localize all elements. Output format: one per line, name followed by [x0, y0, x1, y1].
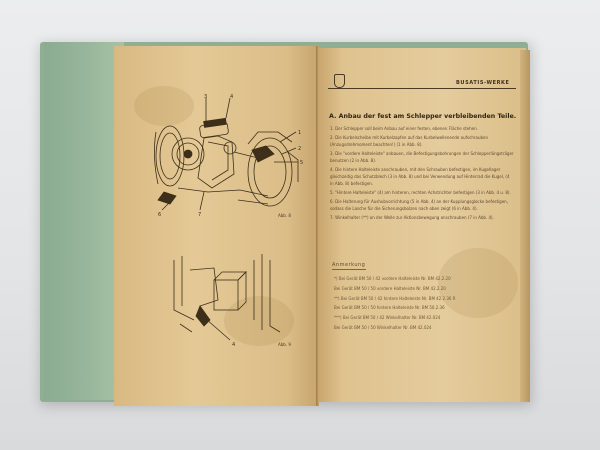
right-page [318, 48, 526, 402]
callout-label: 2 [298, 146, 302, 152]
callout-label: 4 [230, 94, 234, 100]
figure-caption: Abb. 9 [278, 342, 291, 347]
header-rule [328, 88, 516, 89]
list-item: **) Bei Gerät BM 50 / 42 hintere Halteleiste Nr. BM 42.2.36 R [334, 295, 456, 301]
callout-label: 7 [198, 212, 202, 218]
callout-label: 6 [158, 212, 162, 218]
figure-caption: Abb. 8 [278, 213, 291, 218]
page-edges [520, 50, 530, 402]
callout-label: 1 [298, 130, 302, 136]
notes-list [334, 276, 514, 335]
list-item: *) Bei Gerät BM 50 / 42 vordere Halteleiste Nr. BM 42.2.20 [334, 276, 451, 281]
notes-heading: Anmerkung [332, 262, 366, 268]
callout-label: 5 [300, 160, 304, 166]
instruction-list [330, 126, 514, 225]
list-item: 3. Die "vordere Halteleiste" anbauen, die Befestigungsbohrungen der Schlepperlängsträger benutzen (2 in Abb. 8). [330, 151, 514, 163]
mower-mount-illustration [148, 92, 308, 222]
linkage-illustration [170, 250, 290, 350]
list-item: ***) Bei Gerät BM 50 / 42 Winkelhalter Nr. BM 42.024 [334, 315, 441, 321]
callout-label: 3 [204, 94, 208, 100]
list-item: 6. Die Halterung für Aushubvorrichtung (5 in Abb. 4) an der Kupplungsglocke befestigen, sodass die Lasche für die Sicherungsbolzen nach oben zeigt (6 in Abb. 4). [330, 199, 508, 211]
company-logo-icon [334, 74, 345, 88]
list-item: Bei Gerät BM 50 / 50 Winkelhalter Nr. BM 42.024 [334, 324, 432, 330]
list-item: Bei Gerät BM 50 / 50 hintere Halteleiste Nr. BM 50.2.36 [334, 305, 445, 311]
list-item: 7. Winkelhalter (**) an der Welle zur Aktionsbewegung anschrauben (7 in Abb. 4). [330, 215, 494, 221]
running-header: BUSATIS-WERKE [456, 80, 510, 86]
notes-underline [332, 269, 366, 270]
callout-label: 4 [232, 342, 236, 348]
list-item: 5. "Hintere Halteleiste" (4) am hinteren, rechten Achstrichter befestigen (3 in Abb. 4 u. 8). [330, 190, 511, 195]
cover-green-flap [44, 42, 124, 400]
section-heading: A. Anbau der fest am Schlepper verbleibenden Teile. [329, 113, 517, 120]
list-item: 4. Die hintere Halteleiste anschrauben, mit den Schrauben befestigen, im Kugellager gleichzeitig das Schutzblech (3 in Abb. 8) und bei Verwendung auf Hinterrad die Kugel, (4 in Abb. 8) befestigen. [330, 167, 510, 186]
list-item: Bei Gerät BM 50 / 50 vordere Halteleiste Nr. BM 42.2.20 [334, 285, 446, 291]
list-item: 1. Der Schlepper soll beim Anbau auf einer festen, ebenen Fläche stehen. [330, 126, 478, 131]
list-item: 2. Die Kurbelscheibe mit Kurbelzapfen auf das Kurbelwellenende aufschrauben (Anzugsdrehmoment beachten!) (1 in Abb. 8). [330, 135, 489, 147]
